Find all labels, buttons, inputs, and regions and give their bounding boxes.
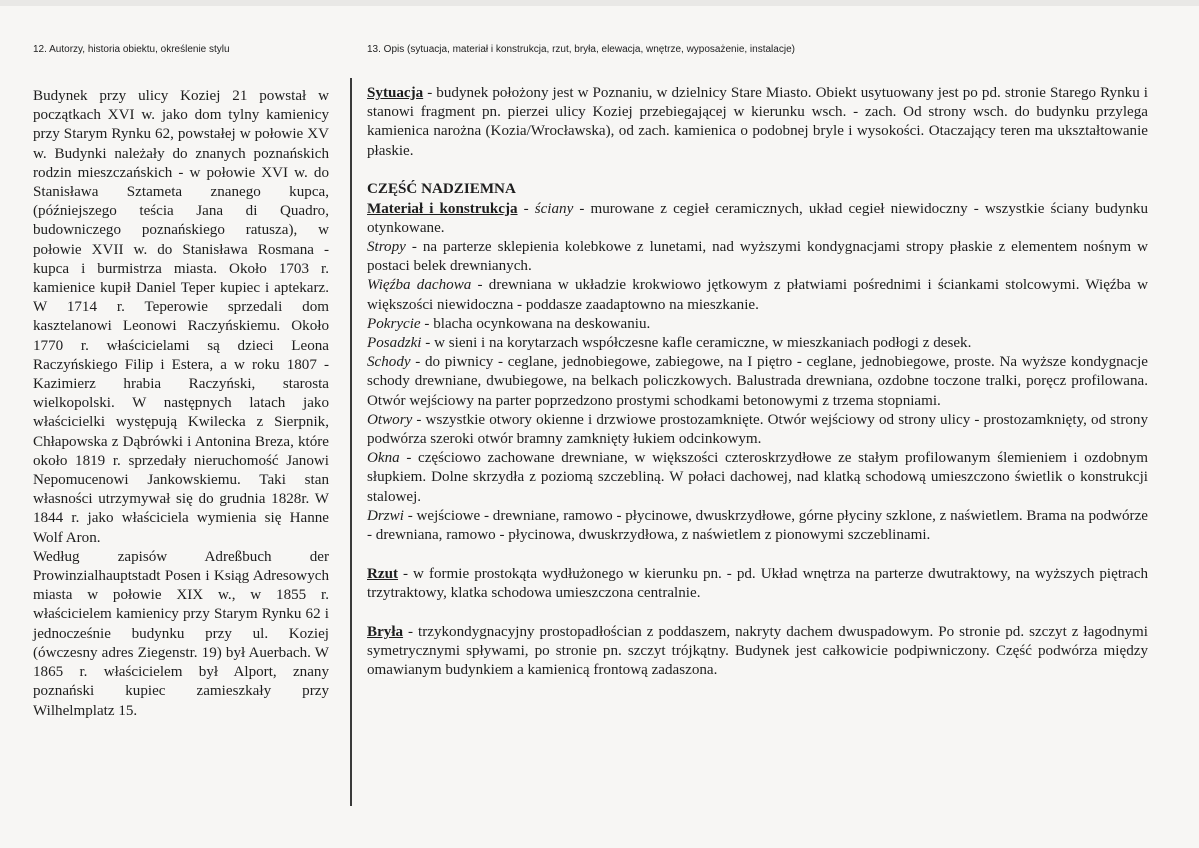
item-text: - częściowo zachowane drewniane, w większości czteroskrzydłowe ze stałym profilowanym ślemieniem i ozdobnym słupkiem. Dolne skrzydła z poziomą szczebliną. W połaci dachowej, nad klatką schodową umieszczono świetlik o konstrukcji stalowej. [367, 450, 1148, 505]
rzut-section [367, 565, 1148, 603]
wiezba-item [367, 276, 1148, 314]
sytuacja-heading: Sytuacja [367, 85, 424, 101]
history-column [33, 87, 329, 721]
bryla-section [367, 623, 1148, 681]
stropy-item [367, 238, 1148, 276]
otwory-item [367, 411, 1148, 449]
item-label: Pokrycie [367, 315, 421, 332]
rzut-heading: Rzut [367, 565, 399, 582]
item-text: - wszystkie otwory okienne i drzwiowe prostozamknięte. Otwór wejściowy od strony ulicy - prostozamknięty, od strony podwórza szeroki otwór bramny zamknięty łukiem odcinkowym. [367, 411, 1148, 447]
page-edge [0, 0, 1199, 6]
rzut-text: - w formie prostokąta wydłużonego w kierunku pn. - pd. Układ wnętrza na parterze dwutraktowy, na wyższych piętrach trzytraktowy, klatka schodowa umieszczona centralnie. [367, 565, 1148, 601]
sciany-text: - murowane z cegieł ceramicznych, układ cegieł niewidoczny - wszystkie ściany budynku otynkowane. [367, 200, 1149, 236]
material-heading: Materiał i konstrukcja [367, 200, 518, 217]
history-paragraph: Budynek przy ulicy Koziej 21 powstał w początkach XVI w. jako dom tylny kamienicy przy Starym Rynku 62, powstałej w połowie XV w. Budynki należały do znanych poznańskich rodzin mieszczańskich - w połowie XVI w. do Stanisława Sztameta znanego kupca, (późniejszego teścia Jana di Quadro, budowniczego poznańskiego ratusza), w połowie XVII w. do Stanisława Rosmana - kupca i burmistrza miasta. Około 1703 r. kamienice kupił Daniel Teper kupiec i aptekarz. W 1714 r. Teperowie sprzedali dom kasztelanowi Leonowi Raczyńskiemu. Około 1770 r. właścicielami są dzieci Leona Raczyńskiego Filip i Estera, a w roku 1807 - Kazimierz hrabia Raczyński, starosta wielkopolski. W następnych latach jako właścicielki występują Kwilecka z Sierpnik, Chłapowska z Dąbrówki i Antonina Breza, które około 1819 r. sprzedały nieruchomość Janowi Nepomucenowi Jankowskiemu. Taki stan własności utrzymywał się do grudnia 1828r. W 1844 r. jako właściciela wymienia się Hanne Wolf Aron. [33, 88, 329, 546]
item-text: - do piwnicy - ceglane, jednobiegowe, zabiegowe, na I piętro - ceglane, jednobiegowe, proste. Na wyższe kondygnacje schody drewniane, dwubiegowe, na belkach policzkowych. Balustrada drewniana, ozdobne toczone tralki, poręcz profilowana. Otwór wejściowy na parter poprzedzono prostymi schodkami betonowymi z trzema stopniami. [367, 354, 1148, 409]
history-paragraph-2: Według zapisów Adreßbuch der Prowinzialhauptstadt Posen i Ksiąg Adresowych miasta w połowie XIX w., w 1855 r. właścicielem kamienicy przy Starym Rynku 62 i jednocześnie budynku przy ul. Koziej (ówczesny adres Ziegenstr. 19) był Auerbach. W 1865 r. właścicielem był Alport, znany poznański kupiec zamieszkały przy Wilhelmplatz 15. [33, 548, 329, 719]
okna-item [367, 449, 1148, 507]
column-divider [350, 78, 352, 806]
sytuacja-text: - budynek położony jest w Poznaniu, w dzielnicy Stare Miasto. Obiekt usytuowany jest po pd. stronie Starego Rynku i stanowi fragment pn. pierzei ulicy Koziej przebiegającej w kierunku wsch. - zach. Od strony wsch. do budynku przylega kamienica narożna (Kozia/Wrocławska), od zach. kamienica o podobnej bryle i wysokości. Otaczający teren ma ukształtowanie płaskie. [367, 85, 1148, 159]
item-text: - na parterze sklepienia kolebkowe z lunetami, nad wyższymi kondygnacjami stropy płaskie z elementem nośnym w postaci belek drewnianych. [367, 238, 1148, 275]
item-label: Otwory [367, 411, 413, 428]
item-label: Schody [367, 354, 411, 371]
sciany-label: ściany [534, 200, 574, 217]
section-13-header: 13. Opis (sytuacja, materiał i konstrukcja, rzut, bryła, elewacja, wnętrze, wyposażenie, instalacje) [367, 44, 795, 55]
section-12-header: 12. Autorzy, historia obiektu, określenie stylu [33, 44, 230, 55]
item-text: - blacha ocynkowana na deskowaniu. [420, 315, 651, 332]
material-sep: - [517, 200, 535, 217]
item-label: Więźba dachowa [367, 277, 472, 294]
schody-item [367, 353, 1148, 411]
drzwi-item [367, 507, 1148, 545]
pokrycie-item [367, 315, 1148, 334]
posadzki-item [367, 334, 1148, 353]
item-text: - wejściowe - drewniane, ramowo - płycinowe, dwuskrzydłowe, górne płyciny szklone, z naświetlem. Brama na podwórze - drewniana, ramowo - płycinowa, dwuskrzydłowa, z naświetlem z pionowymi szczeblinami. [367, 507, 1148, 543]
czesc-nadziemna-title: CZĘŚĆ NADZIEMNA [367, 181, 516, 198]
material-section [367, 200, 1148, 238]
item-label: Okna [367, 450, 400, 467]
item-text: - w sieni i na korytarzach współczesne kafle ceramiczne, w mieszkaniach podłogi z desek. [421, 334, 972, 351]
description-column [367, 84, 1148, 680]
sytuacja-section [367, 84, 1148, 161]
item-label: Posadzki [367, 334, 422, 351]
bryla-heading: Bryła [367, 623, 404, 640]
item-label: Drzwi [367, 507, 404, 524]
bryla-text: - trzykondygnacyjny prostopadłościan z poddaszem, nakryty dachem dwuspadowym. Po stronie pd. szczyt z łagodnymi symetrycznymi spływami, po stronie pn. szczyt trójkątny. Budynek jest całkowicie podpiwniczony. Część podwórza między omawianym budynkiem a kamienicą frontową zadaszona. [367, 623, 1148, 678]
item-text: - drewniana w układzie krokwiowo jętkowym z płatwiami pośrednimi i ściankami stolcowymi. Więźba w większości niewidoczna - poddasze zaadaptowno na mieszkanie. [367, 277, 1148, 313]
item-label: Stropy [367, 238, 406, 255]
